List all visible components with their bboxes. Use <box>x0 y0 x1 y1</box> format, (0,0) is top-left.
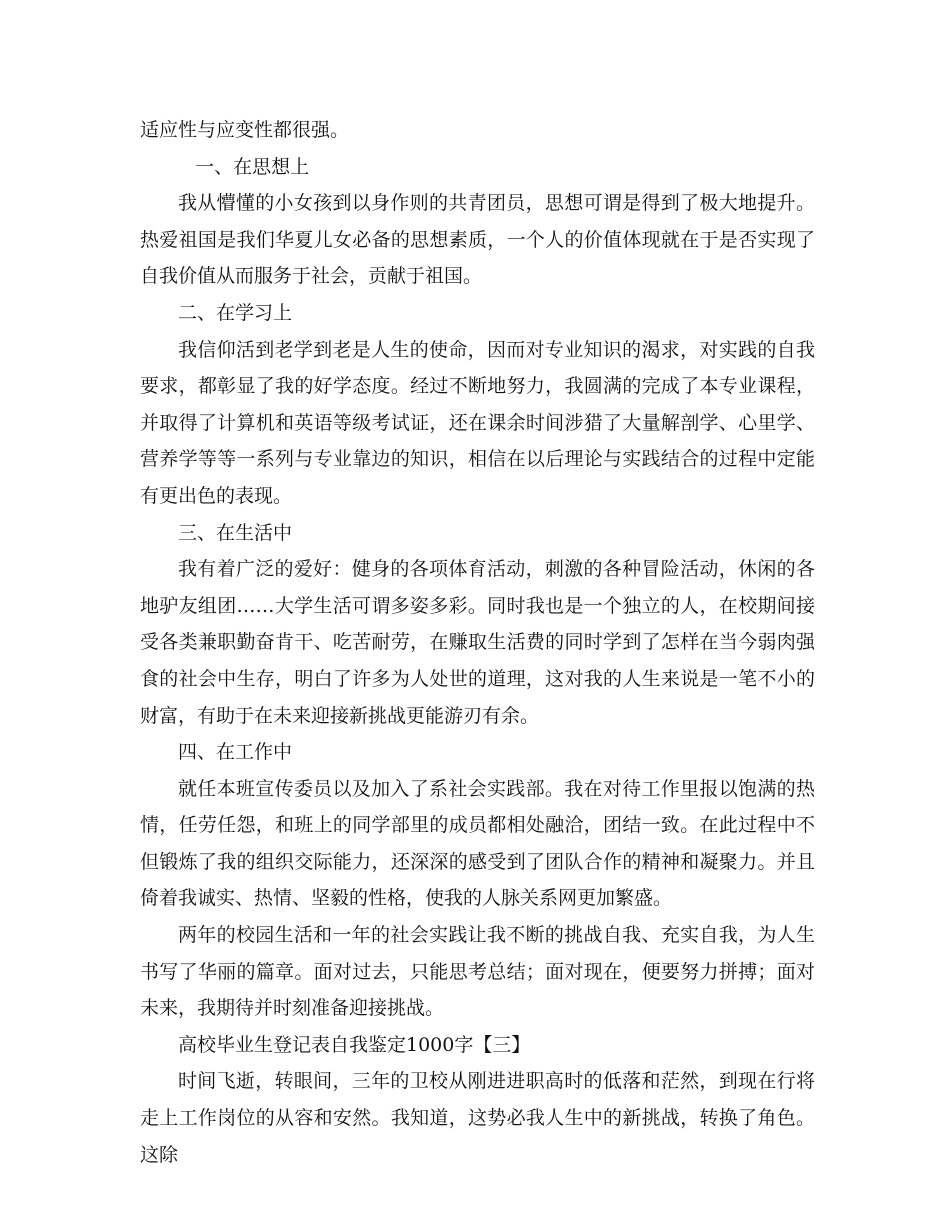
document-body <box>140 112 815 1173</box>
paragraph-thought: 我从懵懂的小女孩到以身作则的共青团员，思想可谓是得到了极大地提升。热爱祖国是我们华夏儿女必备的思想素质，一个人的价值体现就在于是否实现了自我价值从而服务于社会，贡献于祖国。 <box>140 192 815 288</box>
paragraph-study: 我信仰活到老学到老是人生的使命，因而对专业知识的渴求，对实践的自我要求，都彰显了我的好学态度。经过不断地努力，我圆满的完成了本专业课程，并取得了计算机和英语等级考试证，还在课余时间涉猎了大量解剖学、心里学、营养学等等一系列与专业靠边的知识，相信在以后理论与实践结合的过程中定能有更出色的表现。 <box>140 338 815 507</box>
section-heading-work: 四、在工作中 <box>178 741 293 764</box>
section-title-three: 高校毕业生登记表自我鉴定1000字【三】 <box>178 1033 531 1056</box>
paragraph-intro-three: 时间飞逝，转眼间，三年的卫校从刚进进职高时的低落和茫然，到现在行将走上工作岗位的从容和安然。我知道，这势必我人生中的新挑战，转换了角色。这除 <box>140 1070 815 1166</box>
paragraph-work: 就任本班宣传委员以及加入了系社会实践部。我在对待工作里报以饱满的热情，任劳任怨，和班上的同学部里的成员都相处融洽，团结一致。在此过程中不但锻炼了我的组织交际能力，还深深的感受到了团队合作的精神和凝聚力。并且倚着我诚实、热情、坚毅的性格，使我的人脉关系网更加繁盛。 <box>140 777 815 910</box>
section-heading-thought: 一、在思想上 <box>195 155 310 178</box>
section-heading-life: 三、在生活中 <box>178 521 293 544</box>
paragraph-summary: 两年的校园生活和一年的社会实践让我不断的挑战自我、充实自我，为人生书写了华丽的篇章。面对过去，只能思考总结；面对现在，便要努力拼搏；面对未来，我期待并时刻准备迎接挑战。 <box>140 924 815 1020</box>
paragraph-life: 我有着广泛的爱好：健身的各项体育活动，刺激的各种冒险活动，休闲的各地驴友组团……大学生活可谓多姿多彩。同时我也是一个独立的人，在校期间接受各类兼职勤奋肯干、吃苦耐劳，在赚取生活费的同时学到了怎样在当今弱肉强食的社会中生存，明白了许多为人处世的道理，这对我的人生来说是一笔不小的财富，有助于在未来迎接新挑战更能游刃有余。 <box>140 558 815 727</box>
section-heading-study: 二、在学习上 <box>178 301 293 324</box>
paragraph-continuation: 适应性与应变性都很强。 <box>140 119 350 141</box>
